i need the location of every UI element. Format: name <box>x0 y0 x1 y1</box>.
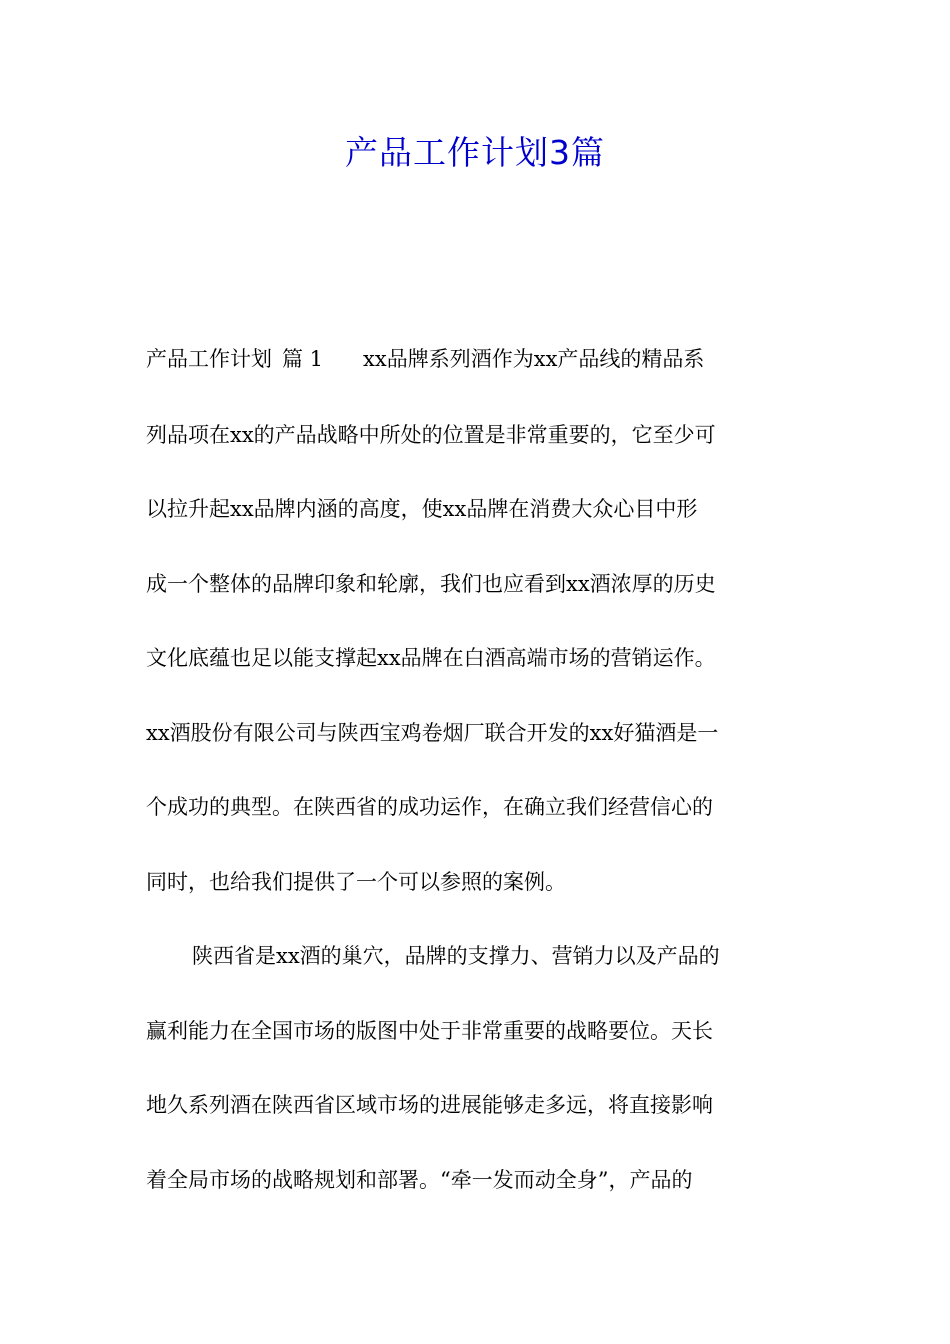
paragraph-line-4: 成一个整体的品牌印象和轮廓，我们也应看到xx酒浓厚的历史 <box>146 572 716 596</box>
paragraph-line-6: xx酒股份有限公司与陕西宝鸡卷烟厂联合开发的xx好猫酒是一 <box>146 721 719 745</box>
paragraph-line-7: 个成功的典型。在陕西省的成功运作，在确立我们经营信心的 <box>146 795 713 819</box>
paragraph-line-5: 文化底蕴也足以能支撑起xx品牌在白酒高端市场的营销运作。 <box>146 646 716 670</box>
paragraph-line-11: 地久系列酒在陕西省区域市场的进展能够走多远，将直接影响 <box>146 1093 713 1117</box>
section-heading-label: 产品工作计划 <box>146 347 272 371</box>
paragraph-line-10: 赢利能力在全国市场的版图中处于非常重要的战略要位。天长 <box>146 1019 713 1043</box>
paragraph-text: xx品牌系列酒作为xx产品线的精品系 <box>363 347 705 371</box>
document-title: 产品工作计划3篇 <box>345 133 605 172</box>
paragraph-line-12: 着全局市场的战略规划和部署。“牵一发而动全身”，产品的 <box>146 1168 693 1192</box>
section-heading-number: 篇 1 <box>282 347 324 371</box>
paragraph-line-9: 陕西省是xx酒的巢穴，品牌的支撑力、营销力以及产品的 <box>192 944 720 968</box>
paragraph-line-8: 同时，也给我们提供了一个可以参照的案例。 <box>146 870 566 894</box>
paragraph-line-1 <box>146 344 826 374</box>
paragraph-line-2: 列品项在xx的产品战略中所处的位置是非常重要的，它至少可 <box>146 423 716 447</box>
paragraph-line-3: 以拉升起xx品牌内涵的高度，使xx品牌在消费大众心目中形 <box>146 497 698 521</box>
